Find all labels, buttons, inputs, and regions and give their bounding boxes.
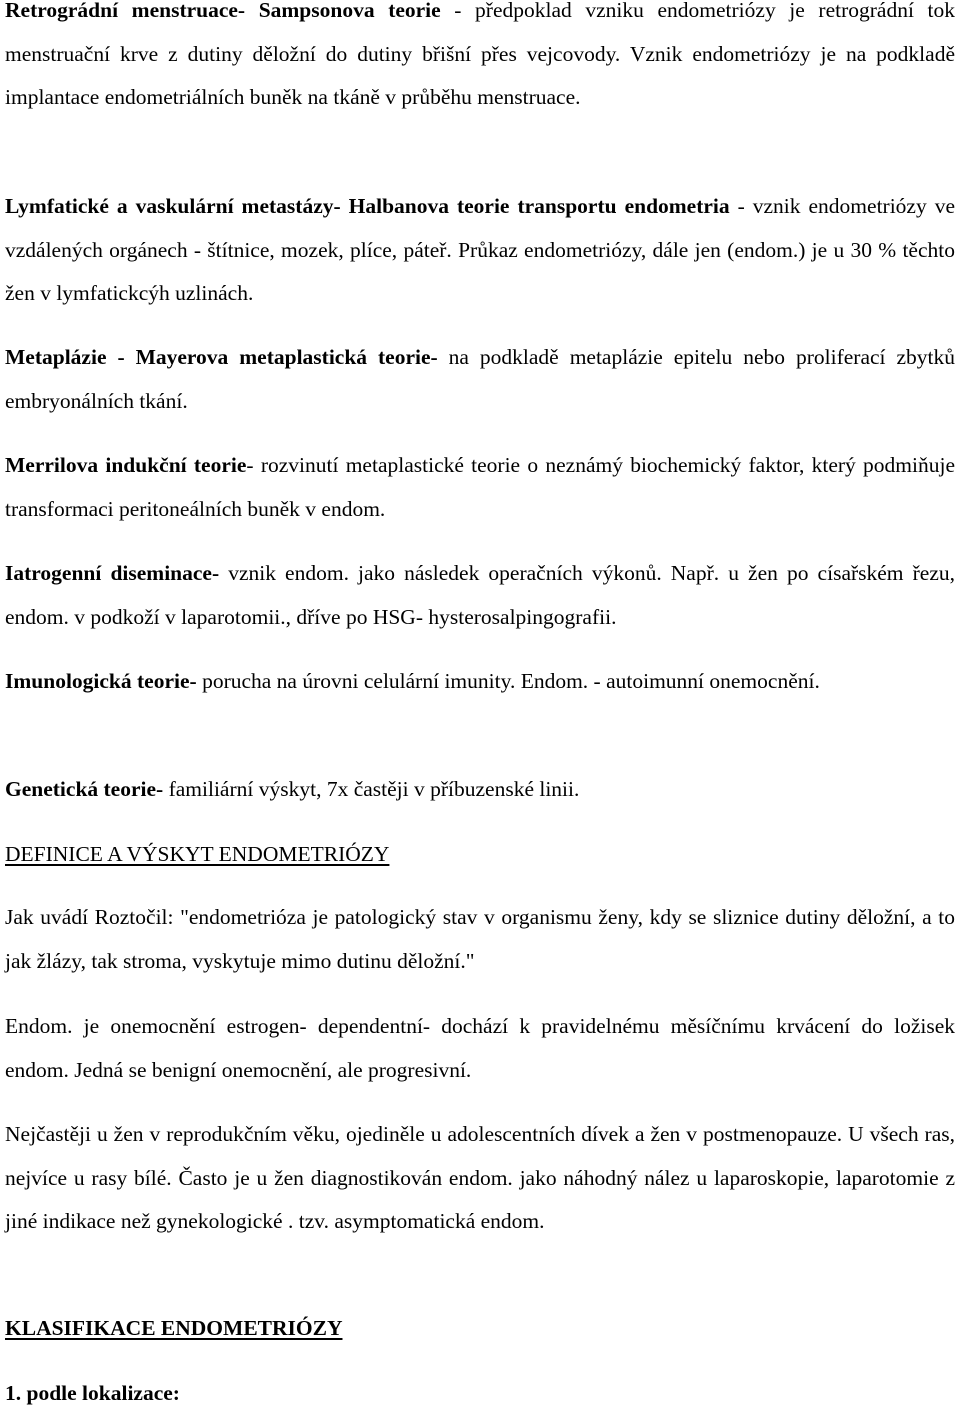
paragraph-metaplasia <box>5 336 955 423</box>
heading-classification: KLASIFIKACE ENDOMETRIÓZY <box>5 1316 343 1340</box>
text-retrograde-menstruation: - předpoklad vzniku endometriózy je retrográdní tok menstruační krve z dutiny děložní do dutiny břišní přes vejcovody. Vznik endometriózy je na podkladě implantace endometriálních buněk na tkáně v průběhu menstruace. <box>5 0 955 109</box>
term-metaplasia: Metaplázie - Mayerova metaplastická teorie- <box>5 345 438 369</box>
paragraph-iatrogenic-dissemination <box>5 552 955 639</box>
term-retrograde-menstruation: Retrográdní menstruace- Sampsonova teorie <box>5 0 441 22</box>
heading-definition: DEFINICE A VÝSKYT ENDOMETRIÓZY <box>5 842 390 866</box>
term-iatrogenic-dissemination: Iatrogenní diseminace- <box>5 561 220 585</box>
paragraph-genetic-theory <box>5 768 955 812</box>
heading-by-location: 1. podle lokalizace: <box>5 1381 180 1405</box>
term-induction-theory: Merrilova indukční teorie <box>5 453 247 477</box>
section-heading-definition <box>5 833 955 877</box>
term-immunological-theory: Imunologická teorie- <box>5 669 197 693</box>
text-immunological-theory: porucha na úrovni celulární imunity. Endom. - autoimunní onemocnění. <box>196 669 820 693</box>
subheading-by-location <box>5 1372 955 1416</box>
term-genetic-theory: Genetická teorie- <box>5 777 164 801</box>
paragraph-lymphatic-metastasis <box>5 185 955 316</box>
text-definition-quote: Jak uvádí Roztočil: "endometrióza je patologický stav v organismu ženy, kdy se sliznice dutiny děložní, a to jak žlázy, tak stroma, vyskytuje mimo dutinu děložní." <box>5 905 955 973</box>
text-occurrence: Nejčastěji u žen v reprodukčním věku, ojediněle u adolescentních dívek a žen v postmenopauze. U všech ras, nejvíce u rasy bílé. Často je u žen diagnostikován endom. jako náhodný nález u laparoskopie, laparotomie z jiné indikace než gynekologické . tzv. asymptomatická endom. <box>5 1122 955 1233</box>
paragraph-estrogen-dependent <box>5 1005 955 1092</box>
paragraph-induction-theory <box>5 444 955 531</box>
section-heading-classification <box>5 1307 955 1351</box>
term-lymphatic-metastasis: Lymfatické a vaskulární metastázy- Halbanova teorie transportu endometria <box>5 194 730 218</box>
text-genetic-theory: familiární výskyt, 7x častěji v příbuzenské linii. <box>163 777 580 801</box>
paragraph-occurrence <box>5 1113 955 1244</box>
paragraph-retrograde-menstruation <box>5 0 955 120</box>
text-iatrogenic-dissemination: vznik endom. jako následek operačních výkonů. Např. u žen po císařském řezu, endom. v podkoží v laparotomii., dříve po HSG- hysterosalpingografii. <box>5 561 955 629</box>
text-lymphatic-metastasis: - vznik endometriózy ve vzdálených orgánech - štítnice, mozek, plíce, páteř. Průkaz endometriózy, dále jen (endom.) je u 30 % těchto žen v lymfatickcýh uzlinách. <box>5 194 955 305</box>
text-estrogen-dependent: Endom. je onemocnění estrogen- dependentní- dochází k pravidelnému měsíčnímu krvácení do ložisek endom. Jedná se benigní onemocnění, ale progresivní. <box>5 1014 955 1082</box>
paragraph-definition-quote <box>5 896 955 983</box>
text-metaplasia: na podkladě metaplázie epitelu nebo proliferací zbytků embryonálních tkání. <box>5 345 955 413</box>
paragraph-immunological-theory <box>5 660 955 704</box>
text-induction-theory: - rozvinutí metaplastické teorie o neznámý biochemický faktor, který podmiňuje transformaci peritoneálních buněk v endom. <box>5 453 956 521</box>
